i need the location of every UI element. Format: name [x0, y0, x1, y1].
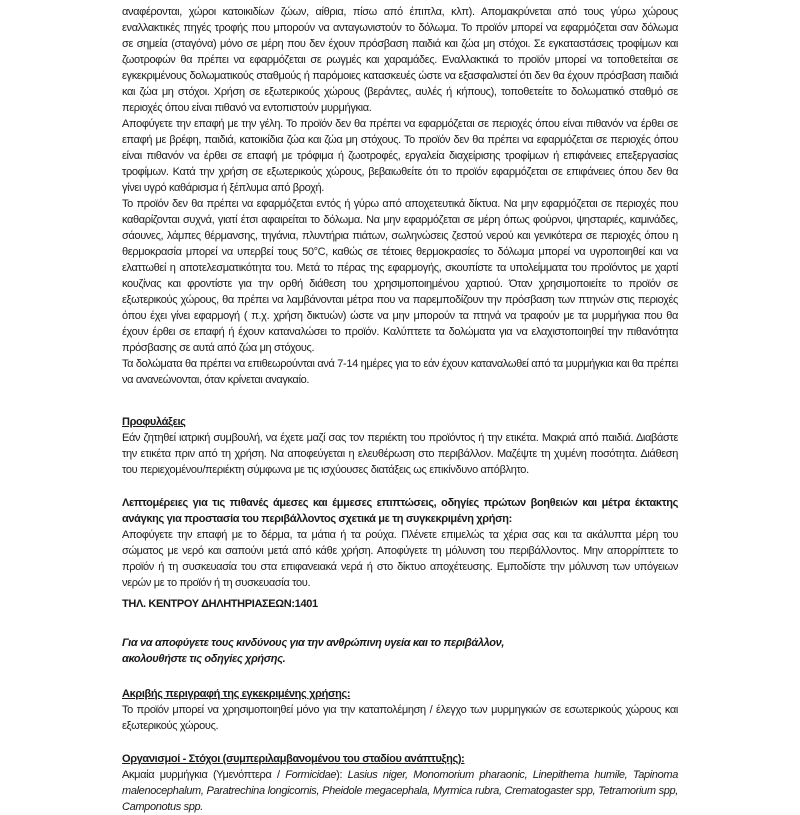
organisms-heading: Οργανισμοί - Στόχοι (συμπεριλαμβανομένου του σταδίου ανάπτυξης):	[122, 753, 465, 765]
first-aid-heading: Λεπτομέρειες για τις πιθανές άμεσες και έμμεσες επιπτώσεις, οδηγίες πρώτων βοηθειών και μέτρα έκτακτης ανάγκης για προστασία του περιβάλλοντος σχετικά με τη συγκεκριμένη χρήση:	[122, 497, 678, 525]
first-aid-text: Αποφύγετε την επαφή με το δέρμα, τα μάτια ή τα ρούχα. Πλένετε επιμελώς τα χέρια σας και τα ακάλυπτα μέρη του σώματος με νερό και σαπούνι μετά από κάθε χρήση. Αποφύγετε τη μόλυνση του περιβάλλοντος. Μην απορρίπτετε το προϊόν ή τη συσκευασία του στα επιφανειακά νερά ή στο δίκτυο αποχέτευσης. Εμποδίστε την μόλυνση των υπόγειων νερών με τo προϊόν ή τη συσκευασία του.	[122, 529, 678, 589]
intro-paragraph-3: Το προϊόν δεν θα πρέπει να εφαρμόζεται εντός ή γύρω από αποχετευτικά δίκτυα. Να μην εφαρμόζεται σε περιοχές που καθαρίζονται συχνά, γιατί έτσι αφαιρείται το δόλωμα. Να μην εφαρμόζεται σε μέρη όπως φούρνοι, ψησταριές, καμινάδες, σάουνες, λάμπες θέρμανσης, τηγάνια, πλυντήρια πιάτων, σωληνώσεις ζεστού νερού και γενικότερα σε περιοχές όπου η θερμοκρασία μπορεί να υπερβεί τους 50°C, καθώς σε τέτοιες θερμοκρασίες το δόλωμα μπορεί να υγροποιηθεί και να ελαττωθεί η αποτελεσματικότητα του. Μετά το πέρας της εφαρμογής, σκουπίστε τα υπολείμματα του προϊόντος με χαρτί κουζίνας και φροντίστε για την ορθή διάθεση του χρησιμοποιημένου χαρτιού. Όταν χρησιμοποιείτε το προϊόν σε εξωτερικούς χώρους, θα πρέπει να λαμβάνονται μέτρα που να παρεμποδίζουν την πρόσβαση των πτηνών στις περιοχές όπου έχει γίνει εφαρμογή ( π.χ. χρήση δικτυών) ώστε να μην μπορούν τα πτηνά να τραφούν με τα μυρμήγκια που θα έχουν έρθει σε επαφή ή έχουν καταναλώσει το προϊόν. Καλύπτετε τα δολώματα για να ελαχιστοποιηθεί την πιθανότητα πρόσβασης σε αυτά από ζώα μη στόχους.	[122, 198, 678, 354]
organisms-family: Formicidae	[285, 769, 337, 781]
warning-line-2: ακολουθήστε τις οδηγίες χρήσης.	[122, 653, 286, 665]
approved-use-text: Το προϊόν μπορεί να χρησιμοποιηθεί μόνο για την καταπολέμηση / έλεγχο των μυρμηγκιών σε εσωτερικούς χώρους και εξωτερικούς χώρους.	[122, 704, 678, 732]
intro-paragraph-4: Τα δολώματα θα πρέπει να επιθεωρούνται ανά 7-14 ημέρες για το εάν έχουν καταναλωθεί από τα μυρμήγκια και θα πρέπει να ανανεώνονται, όταν κρίνεται αναγκαίο.	[122, 358, 678, 386]
approved-use-heading: Ακριβής περιγραφή της εγκεκριμένης χρήσης:	[122, 688, 351, 700]
precautions-heading: Προφυλάξεις	[122, 416, 186, 428]
warning-line-1: Για να αποφύγετε τους κινδύνους για την ανθρώπινη υγεία και το περιβάλλον,	[122, 637, 505, 649]
organisms-species: Lasius niger, Monomorium pharaonic, Linepithema humile, Tapinoma malenocephalum, Paratrechina longicornis, Pheidole megacephala, Myrmica rubra, Crematogaster spp, Tetramorium spp, Camponotus spp.	[122, 769, 679, 813]
intro-paragraph-1: αναφέρονται, χώροι κατοικιδίων ζώων, αίθρια, πίσω από έπιπλα, κλπ). Απομακρύνεται από τους γύρω χώρους εναλλακτικές πηγές τροφής που μπορούν να ανταγωνιστούν το δόλωμα. Το προϊόν μπορεί να εφαρμόζεται σαν δόλωμα σε σημεία (σταγόνα) μόνο σε μέρη που δεν έχουν πρόσβαση παιδιά και ζώα μη στόχοι. Σε εγκαταστάσεις τροφίμων και ζωοτροφών θα πρέπει να εφαρμόζεται σε ρωγμές και χαραμάδες. Εναλλακτικά το προϊόν μπορεί να τοποθετείται σε εγκεκριμένους δολωματικούς σταθμούς ή παρόμοιες κατασκευές ώστε να εξασφαλιστεί ότι δεν θα έχουν πρόσβαση παιδιά και ζώα μη στόχοι. Χρήση σε εξωτερικούς χώρους (βεράντες, αυλές ή κήπους), τοποθετείτε το δολωματικό σταθμό σε περιοχές όπου είναι πιθανό να εντοπιστούν μυρμήγκια.	[122, 6, 678, 114]
poison-center-phone: ΤΗΛ. ΚΕΝΤΡΟΥ ΔΗΛΗΤΗΡΙΑΣΕΩΝ:1401	[122, 598, 318, 610]
organisms-prefix: Ακμαία μυρμήγκια (Υμενόπτερα /	[122, 769, 286, 781]
document-page	[122, 4, 678, 815]
organisms-mid: ):	[336, 769, 348, 781]
intro-paragraph-2: Αποφύγετε την επαφή με την γέλη. Το προϊόν δεν θα πρέπει να εφαρμόζεται σε περιοχές όπου είναι πιθανόν να έρθει σε επαφή με βρέφη, παιδιά, κατοικίδια ζώα και ζώα μη στόχους. Το προϊόν δεν θα πρέπει να εφαρμόζεται σε περιοχές όπου είναι πιθανόν να έρθει σε επαφή με τρόφιμα ή ζωοτροφές, εργαλεία διαχείρισης τροφίμων ή επιφάνειες επεξεργασίας τροφίμων. Κατά την χρήση σε εξωτερικούς χώρους, βεβαιωθείτε ότι το προϊόν εφαρμόζεται σε επιφάνειες όπου δεν θα γίνει υγρό καθάρισμα ή ξέπλυμα από βροχή.	[122, 118, 678, 194]
organisms-text	[122, 767, 678, 815]
precautions-text: Εάν ζητηθεί ιατρική συμβουλή, να έχετε μαζί σας τον περιέκτη του προϊόντος ή την ετικέτα. Μακριά από παιδιά. Διαβάστε την ετικέτα πριν από τη χρήση. Να αποφεύγεται η ελευθέρωση στο περιβάλλον. Μαζέψτε τη χυμένη ποσότητα. Διάθεση του περιεχομένου/περιέκτη σύμφωνα με τις ισχύουσες διατάξεις ως επικίνδυνο απόβλητο.	[122, 432, 678, 476]
